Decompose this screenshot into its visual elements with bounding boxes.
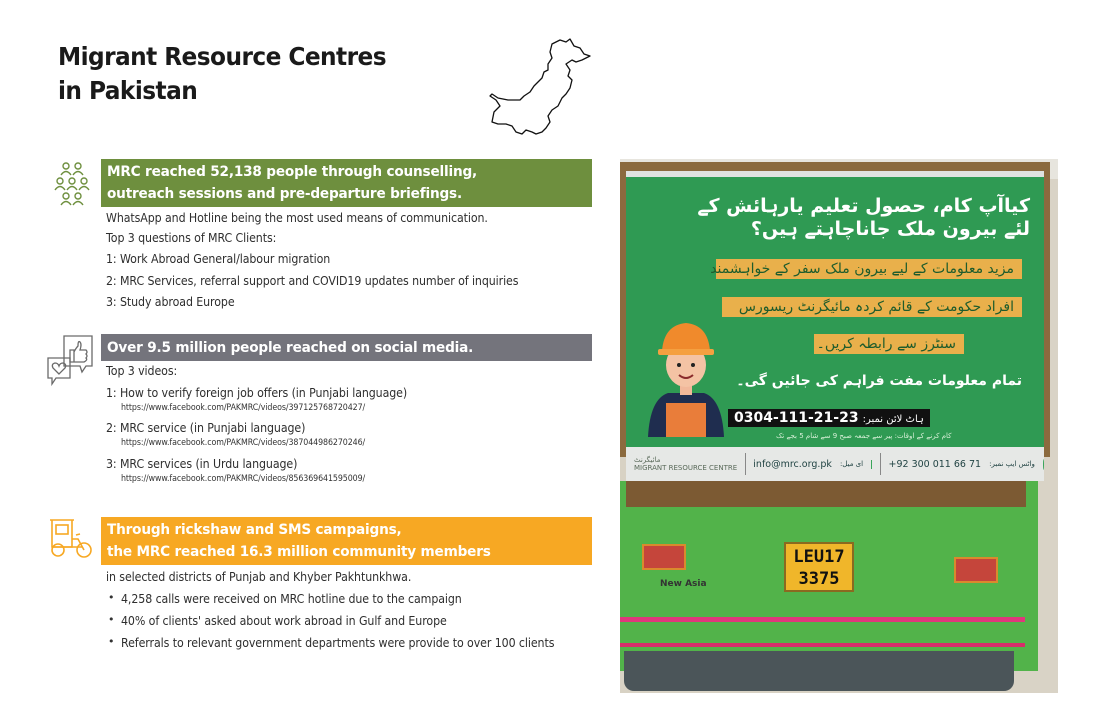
mrc-logo: مائیگرنٹ MIGRANT RESOURCE CENTRE — [634, 456, 738, 472]
banner-footer — [626, 447, 1044, 481]
rickshaw-rear-window — [626, 481, 1026, 507]
pink-stripe — [620, 643, 1025, 647]
section-2-header-line-1: Over 9.5 million people reached on social media. — [107, 340, 474, 356]
banner-info-box-1: مزید معلومات کے لیے بیرون ملک سفر کے خواہشمند — [716, 259, 1022, 279]
section-2-intro: Top 3 videos: — [106, 364, 178, 378]
video-item-3: 3: MRC services (in Urdu language) — [106, 457, 298, 471]
banner-free-info: تمام معلومات مفت فراہم کی جائیں گی۔ — [736, 373, 1022, 389]
rickshaw-icon — [48, 517, 94, 559]
tail-light-left — [642, 544, 686, 570]
bullet-dot: • — [108, 613, 115, 626]
section-1-header-line-2: outreach sessions and pre-departure briefings. — [107, 186, 462, 202]
video-item-1: 1: How to verify foreign job offers (in Punjabi language) — [106, 386, 408, 400]
bullet-dot: • — [108, 635, 115, 648]
question-item-1: 1: Work Abroad General/labour migration — [106, 252, 331, 266]
section-3-intro: in selected districts of Punjab and Khyber Pakhtunkhwa. — [106, 570, 412, 584]
hotline-number: 0304-111-21-23 :ہاٹ لائن نمبر — [728, 409, 930, 427]
banner-headline: کیاآپ کام، حصول تعلیم یارہائش کے لئے بیرون ملک جاناچاہتے ہیں؟ — [697, 195, 1030, 240]
section-2-header — [101, 334, 592, 361]
whatsapp-icon — [1043, 459, 1044, 470]
bullet-dot: • — [108, 591, 115, 604]
worker-illustration — [646, 307, 726, 437]
campaign-bullet-2: 40% of clients' asked about work abroad in Gulf and Europe — [121, 614, 447, 628]
section-1-header-line-1: MRC reached 52,138 people through counselling, — [107, 164, 478, 180]
title-line-1: Migrant Resource Centres — [58, 42, 386, 71]
campaign-bullet-3: Referrals to relevant government departments were provide to over 100 clients — [121, 636, 555, 650]
page-title — [58, 40, 386, 108]
section-3-header — [101, 517, 592, 565]
email-label: :ای میل — [839, 460, 864, 468]
question-item-2: 2: MRC Services, referral support and COVID19 updates number of inquiries — [106, 274, 519, 288]
section-3-header-line-1: Through rickshaw and SMS campaigns, — [107, 522, 402, 538]
banner-whatsapp: +92 300 011 66 71 — [888, 458, 982, 470]
section-1-subintro: Top 3 questions of MRC Clients: — [106, 231, 277, 245]
pakistan-map-icon — [486, 36, 596, 142]
mail-icon — [871, 460, 872, 469]
pink-stripe — [620, 617, 1025, 622]
license-plate: LEU17 3375 — [784, 542, 854, 592]
rear-bumper — [624, 651, 1014, 691]
rickshaw-banner-photo — [620, 159, 1058, 693]
banner-info-box-2: افراد حکومت کے قائم کردہ مائیگرنٹ ریسورس — [722, 297, 1022, 317]
banner-email: info@mrc.org.pk — [753, 458, 832, 470]
section-1-header — [101, 159, 592, 207]
question-item-3: 3: Study abroad Europe — [106, 295, 235, 309]
tail-light-right — [954, 557, 998, 583]
social-media-like-heart-icon — [46, 334, 94, 388]
video-link-2[interactable]: https://www.facebook.com/PAKMRC/videos/387044986270246/ — [121, 438, 366, 448]
title-line-2: in Pakistan — [58, 76, 198, 105]
video-link-3[interactable]: https://www.facebook.com/PAKMRC/videos/856369641595009/ — [121, 474, 366, 484]
people-group-icon — [54, 161, 90, 207]
campaign-banner — [626, 171, 1044, 461]
section-1-intro: WhatsApp and Hotline being the most used means of communication. — [106, 211, 488, 225]
whatsapp-label: :واٹس ایپ نمبر — [989, 460, 1035, 468]
video-item-2: 2: MRC service (in Punjabi language) — [106, 421, 306, 435]
campaign-bullet-1: 4,258 calls were received on MRC hotline due to the campaign — [121, 592, 462, 606]
video-link-1[interactable]: https://www.facebook.com/PAKMRC/videos/397125768720427/ — [121, 403, 366, 413]
banner-info-box-3: سنٹرز سے رابطہ کریں۔ — [814, 334, 964, 354]
office-hours: کام کرنے کے اوقات: پیر سے جمعہ صبح 9 سے شام 5 بجے تک — [776, 432, 952, 440]
vehicle-brand: New Asia — [660, 579, 707, 589]
section-3-header-line-2: the MRC reached 16.3 million community members — [107, 544, 491, 560]
